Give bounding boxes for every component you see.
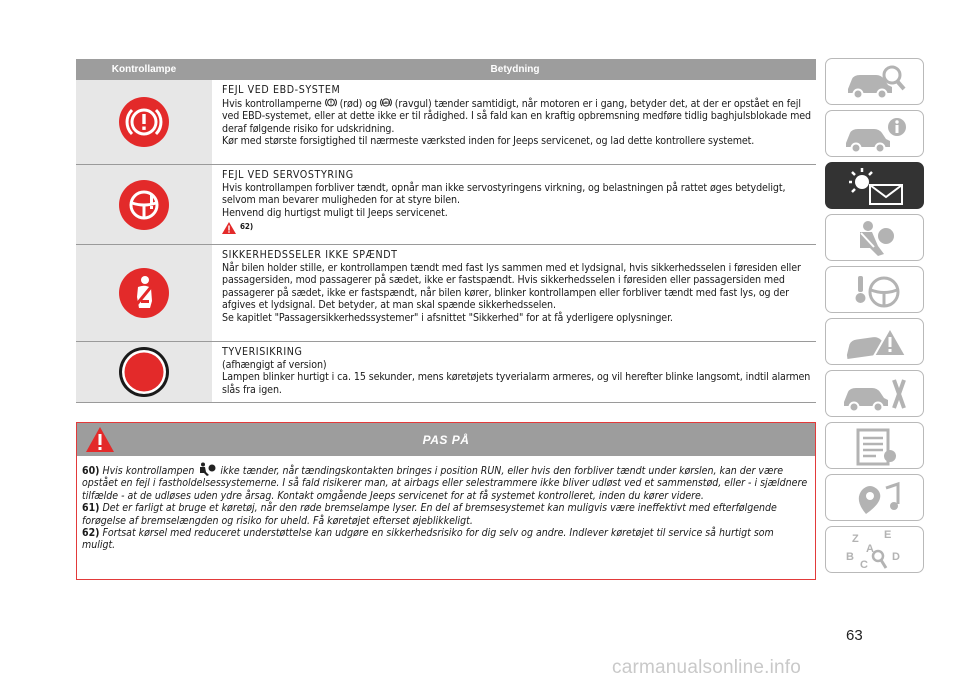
note-text: Det er farligt at bruge et køretøj, når den røde bremselampe lyser. En del af bremsesystemet kan muligvis være ineffektivt med efterfølgende forøgelse af bremselængden og risiko for uheld. Få køretøjet efterset øjeblikkeligt. — [82, 502, 777, 527]
warning-triangle-icon — [222, 222, 236, 234]
note-number: 60) — [82, 465, 100, 477]
row-text: Henvend dig hurtigst muligt til Jeeps servicenet. — [222, 206, 448, 219]
row-text: Hvis kontrollamperne — [222, 97, 322, 110]
svg-text:B: B — [845, 550, 854, 563]
airbag-inline-icon — [197, 462, 217, 476]
brake-warning-icon — [118, 96, 170, 148]
note-text: ikke tænder, når tændingskontakten bringes i position RUN, eller hvis den forbliver tændt under kørslen, kan der være opstået en fejl i fastholdelsessystemerne. I så fald risikerer man, at airbags eller selestrammere ikke bliver udløst ved et sammenstød, eller - i sjældnere tilfælde - at de udløses uden ydre årsag. Kontakt omgående Jeeps servicenet for at få systemet kontrolleret, inden du kører videre. — [82, 465, 808, 502]
index-az-icon — [840, 528, 910, 572]
car-emergency-icon — [840, 322, 910, 362]
car-search-icon — [840, 63, 910, 101]
tab-warning-lights[interactable] — [825, 162, 924, 209]
tab-emergency[interactable] — [825, 318, 924, 365]
svg-text:D: D — [891, 550, 900, 563]
note-item — [82, 502, 809, 527]
tab-car-search[interactable] — [825, 58, 924, 105]
tab-technical-data[interactable] — [825, 422, 924, 469]
tab-maintenance[interactable] — [825, 370, 924, 417]
car-tools-icon — [840, 374, 910, 414]
row-title: FEJL VED SERVOSTYRING — [222, 169, 354, 181]
tab-index[interactable] — [825, 526, 924, 573]
tab-safety[interactable] — [825, 214, 924, 261]
svg-text:A: A — [865, 542, 874, 555]
row-text: (afhængigt af version) — [222, 358, 327, 371]
watermark: carmanualsonline.info — [612, 657, 802, 678]
note-number: 62) — [82, 527, 100, 540]
row-text: Se kapitlet "Passagersikkerhedssystemer" i afsnittet "Sikkerhed" for at få yderligere oplysninger. — [222, 311, 673, 324]
note-text: Hvis kontrollampen — [102, 465, 195, 477]
table-row — [76, 342, 816, 403]
warning-light-message-icon — [840, 166, 910, 206]
column-header-meaning: Betydning — [490, 64, 540, 75]
specifications-list-icon — [840, 426, 910, 466]
power-steering-icon — [118, 179, 170, 231]
note-item — [82, 527, 809, 552]
row-text: Hvis kontrollampen forbliver tændt, opnår man ikke servostyringens virkning, og belastningen på rattet øges betydeligt, selvom man bevarer muligheden for at styre bilen. — [222, 181, 786, 207]
note-reference: 62) — [240, 222, 254, 232]
row-text: Lampen blinker hurtigt i ca. 15 sekunder, mens køretøjets tyverialarm armeres, og vil herefter blinke langsomt, indtil alarmen slås fra igen. — [222, 371, 811, 396]
row-text: (rød) og — [339, 97, 377, 110]
table-row — [76, 165, 816, 245]
row-text: (ravgul) tænder samtidigt, når motoren er i gang, betyder det, at der er opstået en fejl ved EBD-systemet, eller at dette ikke er til rådighed. I så fald kan en kraftig opbremsning medføre tidlig baghjulsblokade med deraf følgende risiko for udskridning. — [222, 97, 811, 135]
svg-text:Z: Z — [851, 532, 859, 545]
row-title: TYVERISIKRING — [222, 346, 303, 358]
svg-text:E: E — [883, 528, 891, 541]
callout-title: PAS PÅ — [422, 432, 470, 447]
note-number: 61) — [82, 502, 100, 515]
row-text: Kør med største forsigtighed til nærmeste værksted inden for Jeeps servicenet, og lad dette kontrollere systemet. — [222, 135, 755, 148]
page-number: 63 — [846, 627, 863, 644]
multimedia-icon — [840, 478, 910, 518]
column-header-lamp: Kontrollampe — [111, 64, 177, 75]
warning-callout — [76, 422, 816, 580]
warning-triangle-icon — [85, 426, 115, 453]
row-title: FEJL VED EBD-SYSTEM — [222, 84, 341, 96]
row-text: Når bilen holder stille, er kontrollampen tændt med fast lys sammen med et lydsignal, hvis sikkerhedsselen i føresiden eller passagersiden, mod passagerer på sædet, ikke er fastspændt. Hvis sikkerhedsselen i føresiden eller passagersiden med passagerer på sædet, ikke er fastspændt, når bilen kører, blinker kontrollampen eller forbliver tændt med fast lys, og der afgives et lydsignal. Det betyder, at man skal spænde sikkerhedsselen. — [222, 261, 801, 312]
seatbelt-icon — [118, 267, 170, 319]
car-info-icon — [840, 115, 910, 153]
tab-multimedia[interactable] — [825, 474, 924, 521]
tab-starting-driving[interactable] — [825, 266, 924, 313]
svg-text:C: C — [859, 558, 868, 571]
table-row — [76, 80, 816, 165]
steering-key-icon — [840, 270, 910, 310]
table-header — [76, 59, 816, 80]
anti-theft-icon — [118, 346, 170, 398]
row-title: SIKKERHEDSSELER IKKE SPÆNDT — [222, 249, 398, 261]
airbag-safety-icon — [840, 218, 910, 258]
warning-lights-table — [76, 59, 816, 403]
svg-text:ABS: ABS — [382, 100, 390, 105]
brake-red-inline-icon — [325, 97, 337, 108]
note-text: Fortsat kørsel med reduceret understøttelse kan udgøre en sikkerhedsrisiko for dig selv og andre. Indlever køretøjet til service så hurtigt som muligt. — [82, 527, 774, 552]
table-row — [76, 245, 816, 342]
chapter-navigation — [825, 58, 924, 578]
note-item — [82, 462, 809, 502]
tab-car-info[interactable] — [825, 110, 924, 157]
abs-amber-inline-icon — [380, 97, 392, 108]
